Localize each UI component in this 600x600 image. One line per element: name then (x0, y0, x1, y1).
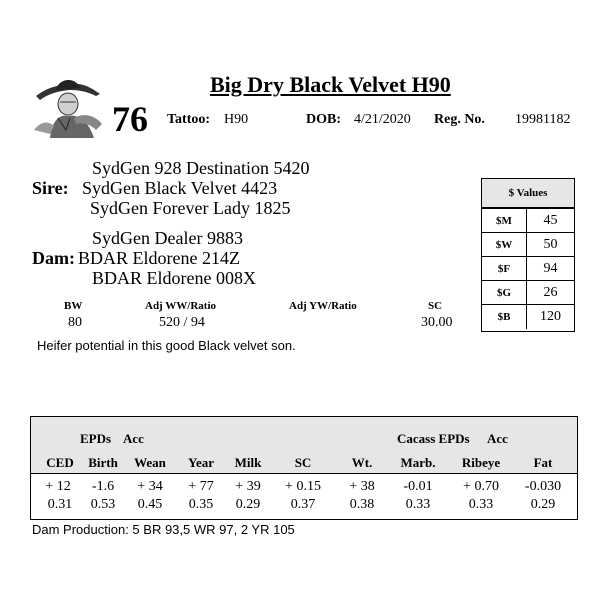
dollar-row-w (482, 232, 574, 257)
acc-value-birth: 0.53 (90, 497, 116, 512)
epd-value-wean: + 34 (137, 479, 163, 494)
dollar-value: 45 (543, 213, 558, 228)
acc-value-sc: 0.37 (290, 497, 316, 512)
cowboy-logo-icon (30, 72, 104, 138)
bw-label: BW (64, 300, 83, 312)
dollar-key: $F (482, 257, 527, 281)
sire-sire: SydGen 928 Destination 5420 (92, 158, 310, 178)
col-header-wean: Wean (134, 455, 166, 470)
epd-value-wt: + 38 (349, 479, 375, 494)
dollar-values-header: $ Values (482, 179, 574, 208)
col-header-ribeye: Ribeye (461, 455, 501, 470)
dollar-row-b (482, 304, 574, 329)
acc-value-wt: 0.38 (349, 497, 375, 512)
ww-value: 520 / 94 (159, 315, 205, 330)
dollar-value: 120 (540, 309, 561, 324)
sire-name: SydGen Black Velvet 4423 (82, 178, 278, 198)
reg-value: 19981182 (515, 112, 571, 127)
acc-value-ced: 0.31 (47, 497, 73, 512)
acc-value-milk: 0.29 (235, 497, 261, 512)
acc-value-fat: 0.29 (530, 497, 556, 512)
acc-value-wean: 0.45 (137, 497, 163, 512)
dam-production: Dam Production: 5 BR 93,5 WR 97, 2 YR 105 (32, 522, 295, 537)
col-header-sc: SC (294, 455, 312, 470)
epd-value-ced: + 12 (45, 479, 71, 494)
animal-title: Big Dry Black Velvet H90 (210, 72, 451, 97)
epd-value-year: + 77 (188, 479, 214, 494)
dam-name: BDAR Eldorene 214Z (78, 248, 240, 268)
col-header-birth: Birth (88, 455, 118, 470)
dollar-row-g (482, 280, 574, 305)
epd-value-ribeye: + 0.70 (463, 479, 499, 494)
col-header-year: Year (188, 455, 214, 470)
dollar-key: $W (482, 233, 527, 257)
bw-value: 80 (68, 315, 82, 330)
col-header-marb: Marb. (400, 455, 436, 470)
dollar-key: $G (482, 281, 527, 305)
dollar-value: 26 (543, 285, 558, 300)
epd-value-sc: + 0.15 (285, 479, 321, 494)
sire-label: Sire: (32, 178, 69, 198)
remarks: Heifer potential in this good Black velvet son. (37, 338, 296, 353)
epd-group-label: EPDs (80, 431, 112, 446)
epd-value-marb: -0.01 (403, 479, 433, 494)
sc-label: SC (428, 300, 443, 312)
col-header-fat: Fat (533, 455, 553, 470)
dollar-values-box (481, 178, 575, 332)
dob-value: 4/21/2020 (354, 112, 411, 127)
dollar-row-m (482, 208, 574, 233)
lot-number: 76 (112, 99, 148, 139)
col-header-ced: CED (46, 455, 74, 470)
carcass-acc-label: Acc (487, 431, 508, 446)
dob-label: DOB: (306, 112, 341, 127)
tattoo-label: Tattoo: (167, 112, 211, 127)
yw-label: Adj YW/Ratio (289, 300, 357, 312)
dollar-value: 50 (543, 237, 558, 252)
ww-label: Adj WW/Ratio (145, 300, 216, 312)
sc-value: 30.00 (421, 315, 453, 330)
col-header-wt: Wt. (351, 455, 373, 470)
epd-table (30, 416, 578, 520)
acc-value-year: 0.35 (188, 497, 214, 512)
dollar-key: $B (482, 305, 527, 329)
epd-value-milk: + 39 (235, 479, 261, 494)
epd-value-birth: -1.6 (91, 479, 115, 494)
tattoo-value: H90 (224, 112, 249, 127)
acc-value-ribeye: 0.33 (468, 497, 494, 512)
sire-dam: SydGen Forever Lady 1825 (90, 198, 291, 218)
reg-label: Reg. No. (434, 112, 485, 127)
dam-sire: SydGen Dealer 9883 (92, 228, 243, 248)
dam-label: Dam: (32, 248, 75, 268)
dollar-row-f (482, 256, 574, 281)
dollar-key: $M (482, 209, 527, 233)
acc-value-marb: 0.33 (405, 497, 431, 512)
epd-value-fat: -0.030 (524, 479, 562, 494)
carcass-epd-group-label: Cacass EPDs (397, 431, 470, 446)
epd-acc-label: Acc (123, 431, 144, 446)
epd-header-band (31, 417, 577, 474)
dollar-value: 94 (543, 261, 558, 276)
col-header-milk: Milk (234, 455, 262, 470)
dam-dam: BDAR Eldorene 008X (92, 268, 256, 288)
